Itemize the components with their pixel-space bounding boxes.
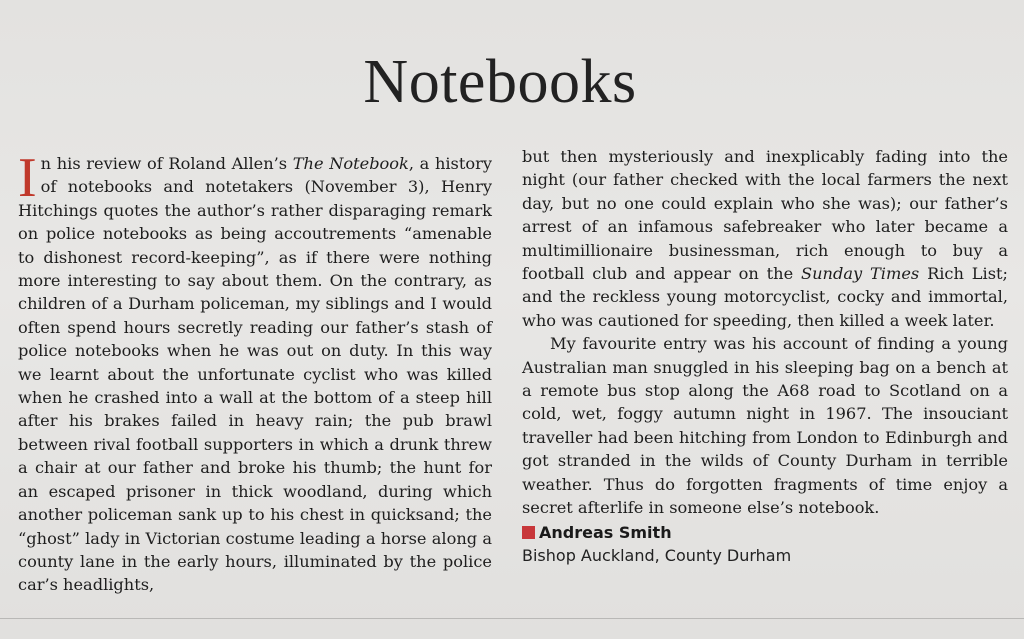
article-title: Notebooks: [363, 48, 637, 116]
paragraph-text: , a history of notebooks and notetakers (November 3), Henry Hitchings quotes the author’s rather disparaging remark on police notebooks as being accoutrements “amenable to dishonest record-keeping”, as if there were nothing more interesting to say about them. On the contrary, as children of a Durham policeman, my siblings and I would often spend hours secretly reading our father’s stash of police notebooks when he was out on duty. In this way we learnt about the unfortunate cyclist who was killed when he crashed into a wall at the bottom of a steep hill after his brakes failed in heavy rain; the pub brawl between rival football supporters in which a drunk threw a chair at our father and broke his thumb; the hunt for an escaped prisoner in thick woodland, during which another policeman sank up to his chest in quicksand; the “ghost” lady in Victorian costume leading a horse along a county lane in the early hours, illuminated by the police car’s headlights,: [18, 154, 492, 595]
red-square-icon: [522, 526, 535, 539]
paragraph-text: Rich List; and the reckless young motorcyclist, cocky and immortal, who was cautioned for speeding, then killed a week later.: [522, 264, 1008, 330]
newspaper-title: Sunday Times: [801, 264, 920, 284]
right-column: [522, 145, 1008, 568]
bottom-divider: [0, 618, 1024, 619]
book-title: The Notebook: [292, 154, 409, 173]
drop-cap: I: [18, 147, 37, 209]
left-column: [18, 147, 492, 597]
paragraph-text: n his review of Roland Allen’s: [40, 154, 293, 173]
letter-paragraph-1-continued: [522, 145, 1008, 332]
letter-paragraph-2: My favourite entry was his account of finding a young Australian man snuggled in his sleeping bag on a bench at a remote bus stop along the A68 road to Scotland on a cold, wet, foggy autumn night in 1967. The insouciant traveller had been hitching from London to Edinburgh and got stranded in the wilds of County Durham in terrible weather. Thus do forgotten fragments of time enjoy a secret afterlife in someone else’s notebook.: [522, 334, 1008, 518]
author-signature: [522, 521, 1008, 544]
letter-paragraph-1: [18, 147, 492, 597]
author-name: Andreas Smith: [539, 522, 672, 542]
paragraph-text: but then mysteriously and inexplicably fading into the night (our father checked with the local farmers the next day, but no one could explain who she was); our father’s arrest of an infamous safebreaker who later became a multimillionaire businessman, rich enough to buy a football club and appear on the: [522, 147, 1008, 284]
author-location: Bishop Auckland, County Durham: [522, 545, 792, 565]
